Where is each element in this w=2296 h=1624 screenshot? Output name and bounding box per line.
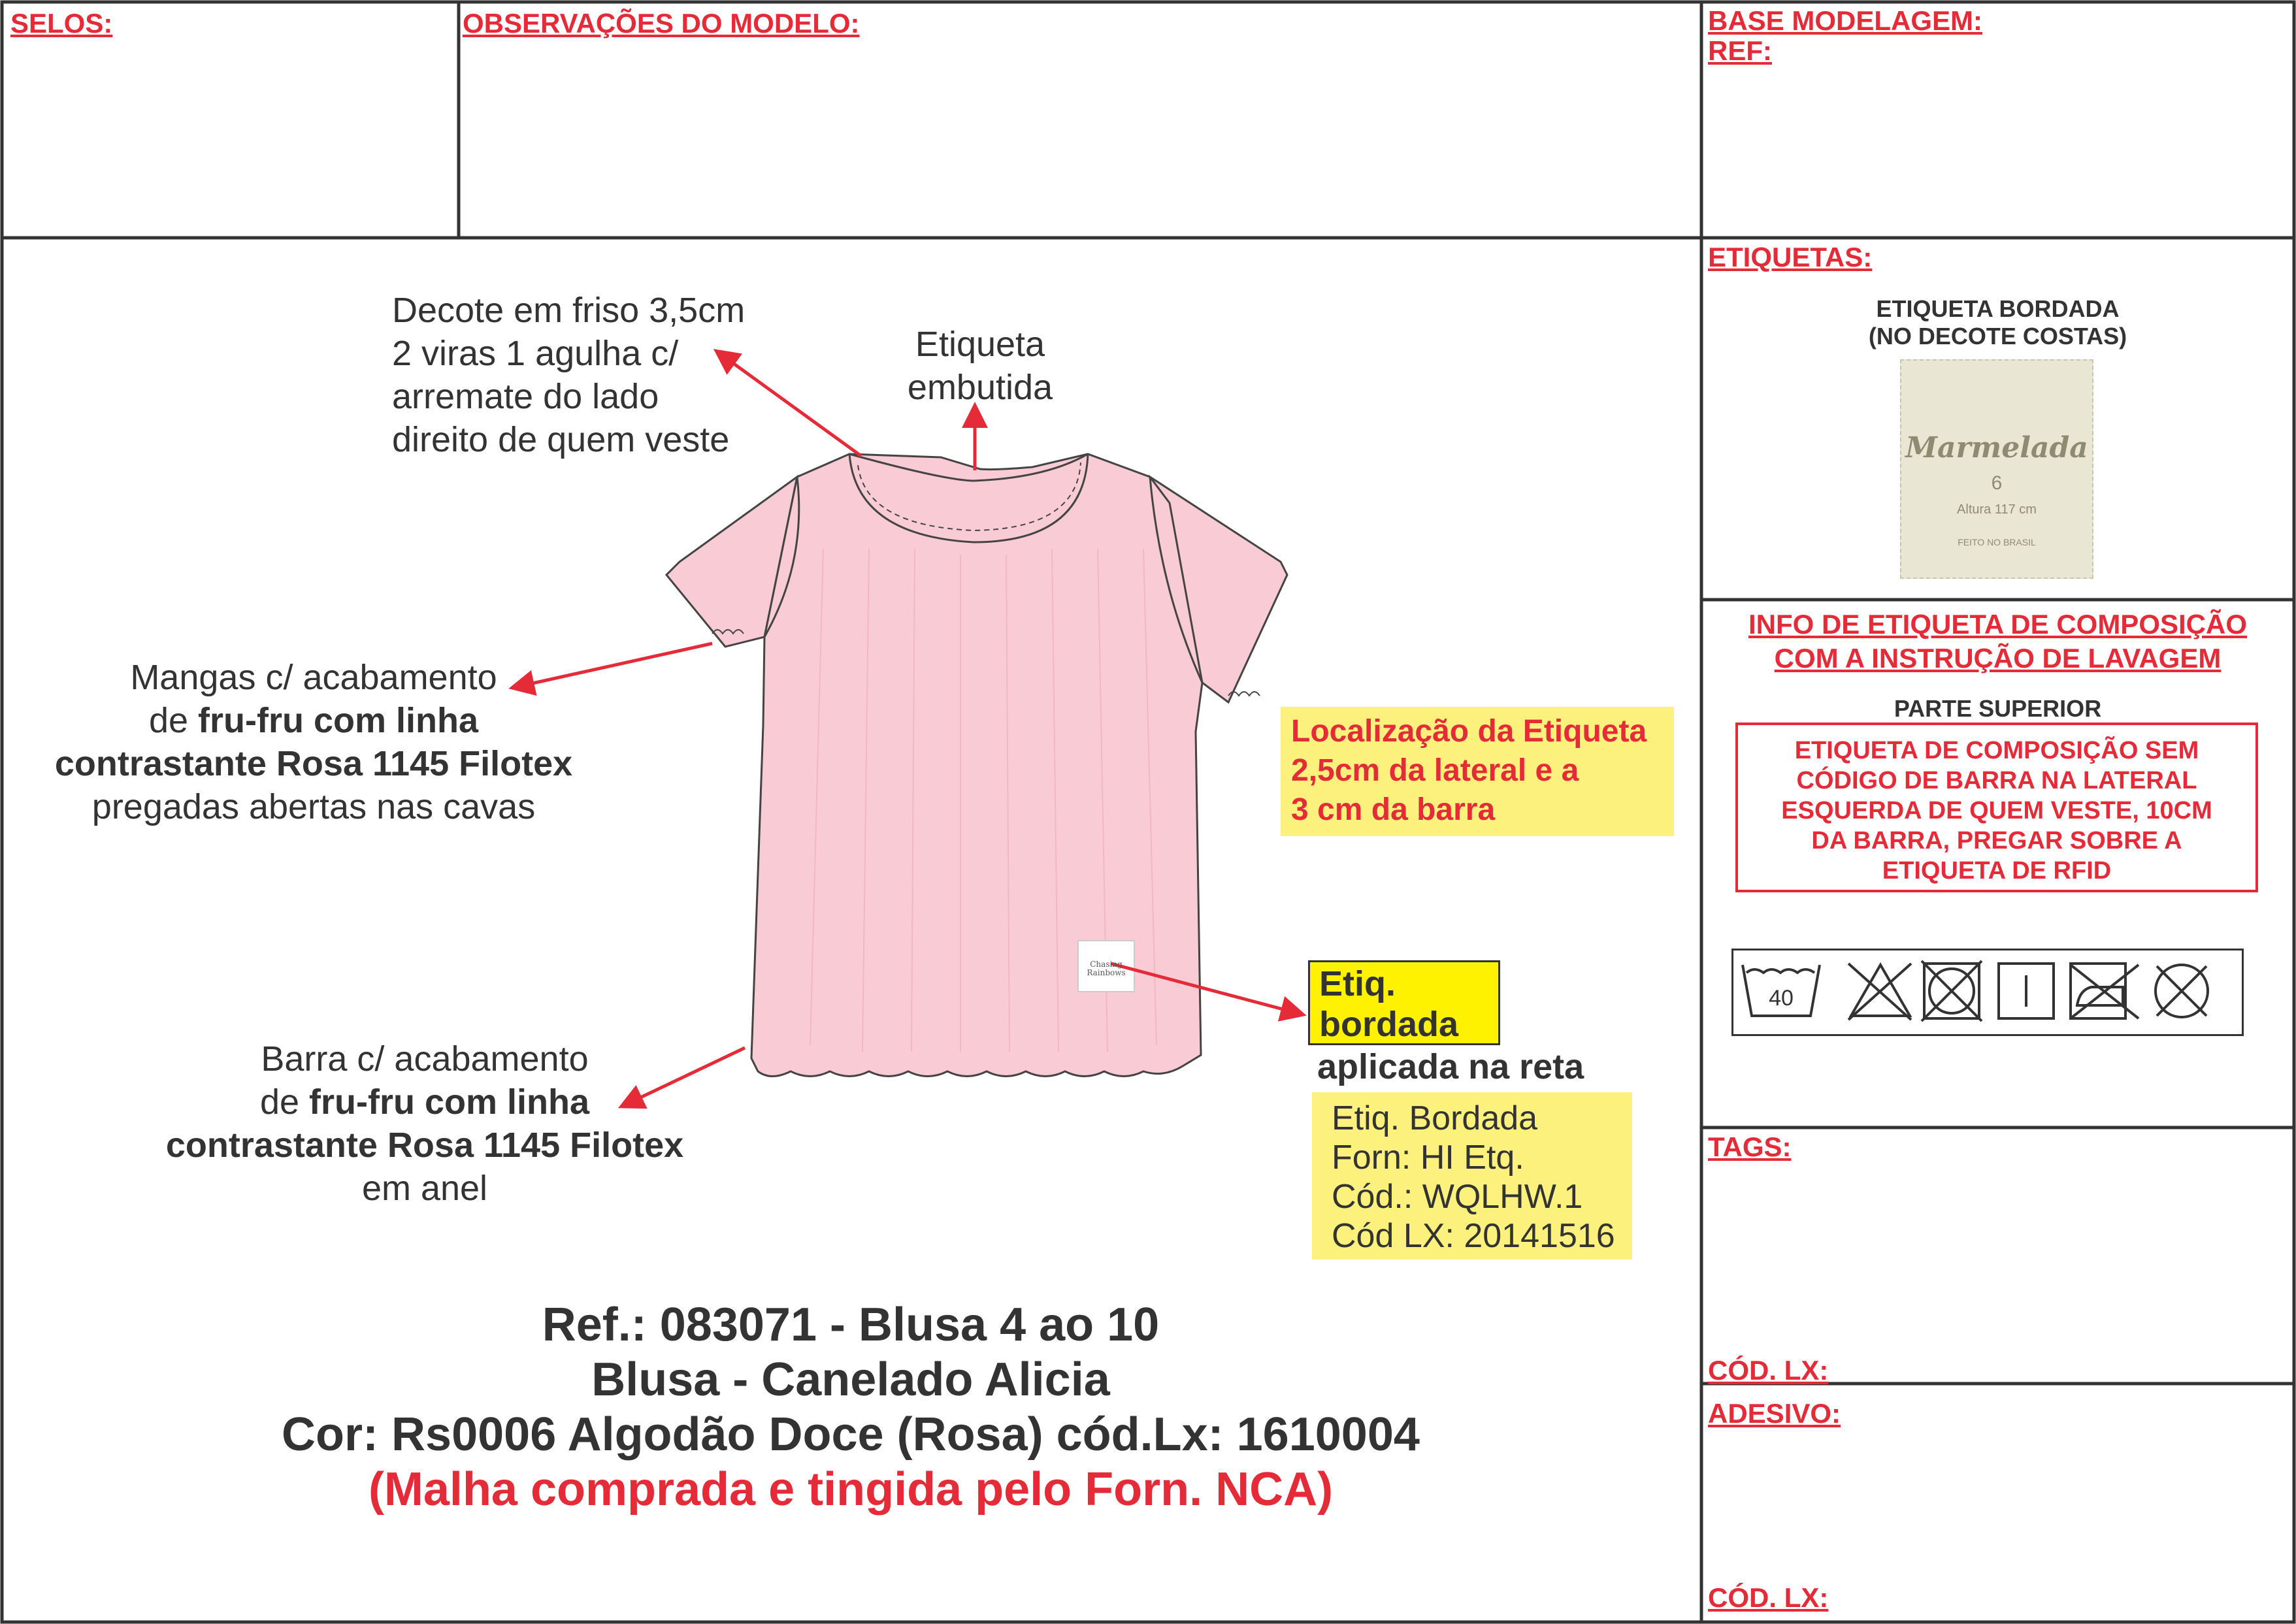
barra-line1: Barra c/ acabamento [261,1039,589,1079]
observacoes-label: OBSERVAÇÕES DO MODELO: [463,8,860,39]
composicao-line: ETIQUETA DE RFID [1882,857,2112,885]
label-brand: Marmelada [1905,431,2088,464]
etiq-info-line: Cód LX: 20141516 [1332,1217,1615,1255]
mangas-line4: pregadas abertas nas cavas [91,787,536,826]
cod-lx-label-tags: CÓD. LX: [1708,1355,1829,1386]
localizacao-line: 3 cm da barra [1291,792,1496,827]
selos-label: SELOS: [10,8,113,39]
etiq-info-line: Etiq. Bordada [1332,1099,1538,1137]
label-height: Altura 117 cm [1957,502,2037,517]
etiq-bordada-callout [1308,960,1500,1045]
line-dry-icon [1999,964,2054,1018]
composicao-line: ESQUERDA DE QUEM VESTE, 10CM [1781,797,2212,824]
ref-line2: Blusa - Canelado Alicia [591,1354,1110,1406]
composicao-line: DA BARRA, PREGAR SOBRE A [1811,827,2182,854]
barra-line2 [131,1080,719,1124]
etiquetas-label: ETIQUETAS: [1708,242,1873,272]
aplicada-na-reta: aplicada na reta [1317,1047,1584,1086]
composicao-line: ETIQUETA DE COMPOSIÇÃO SEM [1794,737,2199,764]
barra-line2-bold: fru-fru com linha [309,1082,590,1122]
cod-lx-label-adesivo: CÓD. LX: [1708,1582,1829,1613]
etiq-bordada-line: bordada [1319,1005,1459,1044]
etiqueta-embutida-note [862,323,1098,409]
etiq-info-line: Forn: HI Etq. [1332,1139,1524,1177]
care-symbols [1733,950,2242,1034]
mangas-line2 [20,699,608,742]
mangas-line3: contrastante Rosa 1145 Filotex [54,744,573,783]
ref-line4: (Malha comprada e tingida pelo Forn. NCA) [368,1463,1334,1516]
composicao-instructions-box [1735,723,2258,892]
info-composicao-line1: INFO DE ETIQUETA DE COMPOSIÇÃO [1748,609,2248,640]
decote-line: arremate do lado [392,377,659,416]
tshirt-illustration [666,454,1287,1077]
localizacao-callout [1281,707,1674,836]
marmelada-label-image [1900,359,2093,579]
etiqueta-bordada-caption [1701,295,2294,350]
no-iron-icon [2071,964,2139,1018]
mangas-line1: Mangas c/ acabamento [130,658,497,697]
etiq-info-callout [1312,1092,1632,1259]
no-dry-clean-icon [2156,965,2208,1017]
parte-superior-label: PARTE SUPERIOR [1894,695,2102,722]
tags-label: TAGS: [1708,1131,1792,1162]
etiqueta-bordada-line1: ETIQUETA BORDADA [1876,295,2120,322]
localizacao-line: Localização da Etiqueta [1291,714,1647,749]
info-composicao-line2: COM A INSTRUÇÃO DE LAVAGEM [1774,643,2222,674]
etiqueta-embutida-line: embutida [907,368,1053,407]
label-size: 6 [1991,472,2003,494]
decote-line: direito de quem veste [392,420,730,459]
decote-note [392,289,745,461]
care-symbols-box [1731,949,2244,1036]
ref-line3: Cor: Rs0006 Algodão Doce (Rosa) cód.Lx: 1610004 [282,1408,1420,1461]
etiqueta-bordada-line2: (NO DECOTE COSTAS) [1868,323,2127,349]
barra-line4: em anel [361,1169,488,1208]
adesivo-label: ADESIVO: [1708,1398,1841,1429]
mangas-note [20,656,608,828]
ref-line1: Ref.: 083071 - Blusa 4 ao 10 [542,1299,1160,1351]
barra-line3: contrastante Rosa 1145 Filotex [165,1126,684,1165]
composicao-line: CÓDIGO DE BARRA NA LATERAL [1796,767,2197,794]
etiq-bordada-line: Etiq. [1319,964,1396,1003]
no-bleach-icon [1848,964,1911,1020]
patch-line: Chasing [1090,960,1123,969]
decote-line: Decote em friso 3,5cm [392,291,746,330]
etiq-info-line: Cód.: WQLHW.1 [1332,1178,1583,1216]
decote-line: 2 viras 1 agulha c/ [392,334,679,373]
etiqueta-embutida-line: Etiqueta [915,325,1045,364]
no-tumble-dry-icon [1922,961,1982,1021]
mangas-line2-prefix: de [148,701,199,740]
localizacao-line: 2,5cm da lateral e a [1291,753,1579,788]
mangas-line2-bold: fru-fru com linha [198,701,479,740]
barra-note [131,1037,719,1210]
base-modelagem-label: BASE MODELAGEM: [1708,5,1982,36]
patch-line: Rainbows [1087,968,1126,977]
label-origin: FEITO NO BRASIL [1958,537,2036,547]
ref-label: REF: [1708,35,1772,66]
info-composicao-title [1701,608,2294,675]
patch-text [1078,960,1134,977]
wash-temp-text: 40 [1769,986,1794,1011]
barra-line2-prefix: de [259,1082,310,1122]
